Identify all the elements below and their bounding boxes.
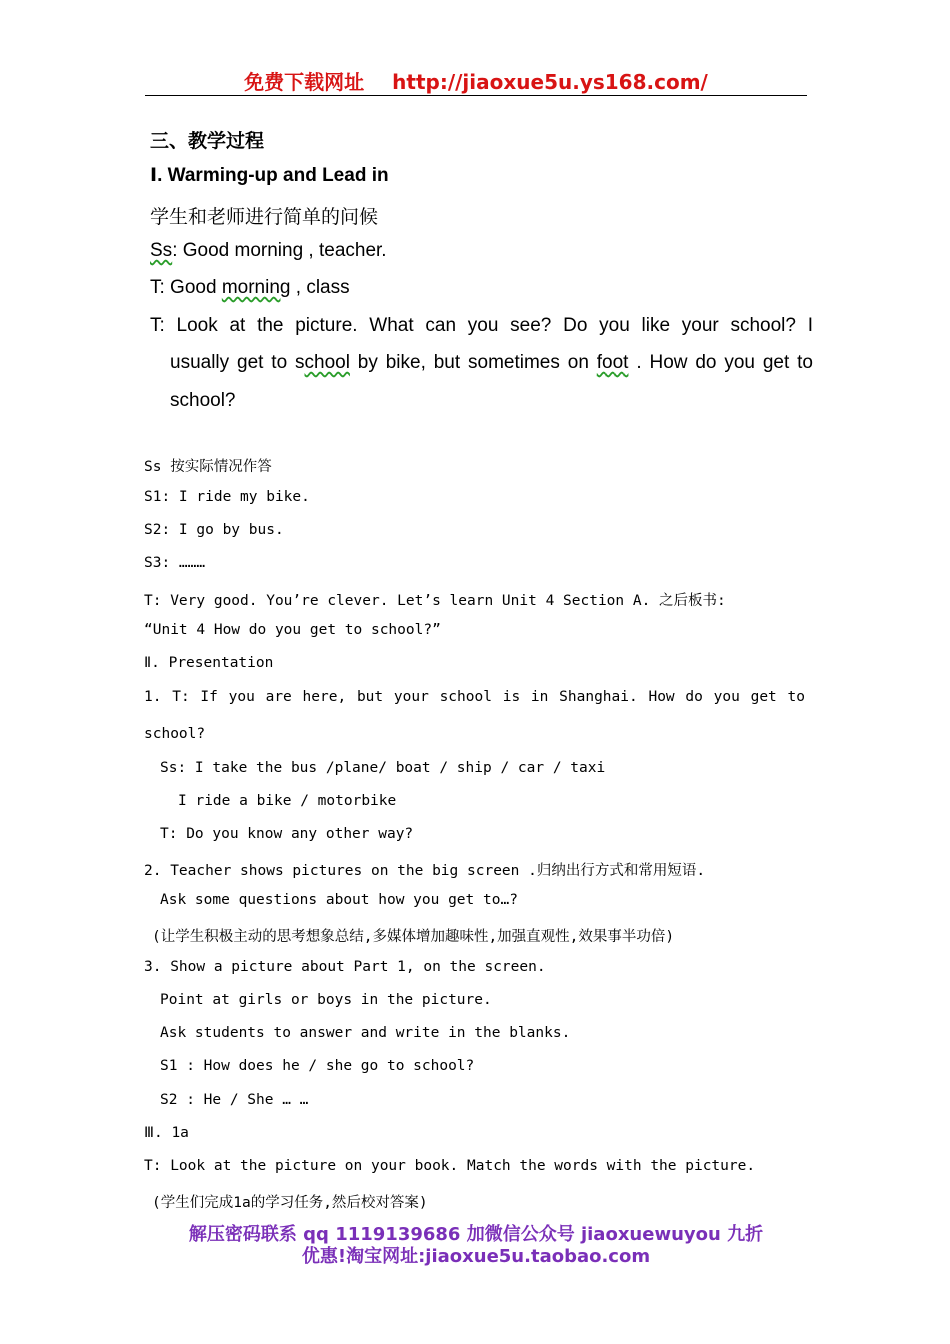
footer-line-2: 优惠!淘宝网址:jiaoxue5u.taobao.com	[301, 1246, 651, 1267]
section-title: 三、教学过程	[150, 130, 265, 152]
ss-speaker: Ss	[150, 240, 173, 261]
dialog-t2-line1: T: Look at the picture. What can you see? Do you like your school? I	[150, 315, 813, 336]
text-line: school?	[144, 726, 206, 742]
text-line: S1: I ride my bike.	[144, 489, 310, 505]
text-line: I ride a bike / motorbike	[178, 793, 397, 809]
page-header	[145, 66, 807, 96]
dialog-t2-line3: school?	[170, 390, 236, 411]
text-line: S3: ………	[144, 555, 206, 571]
text-line: T: Very good. You’re clever. Let’s learn Unit 4 Section A. 之后板书:	[144, 593, 726, 609]
footer-line-1: 解压密码联系 qq 1119139686 加微信公众号 jiaoxuewuyou 九折	[188, 1224, 764, 1245]
text-line: 3. Show a picture about Part 1, on the screen.	[144, 959, 546, 975]
text-line: T: Look at the picture on your book. Match the words with the picture.	[144, 1158, 756, 1174]
text-line: 1. T: If you are here, but your school is in Shanghai. How do you get to	[144, 689, 805, 705]
text-line: S2 : He / She … …	[160, 1092, 309, 1108]
presentation-heading: Ⅱ. Presentation	[144, 655, 274, 671]
part1-title: Ⅰ. Warming-up and Lead in	[150, 165, 389, 186]
text-line: “Unit 4 How do you get to school?”	[144, 622, 441, 638]
dialog-ss-line: Ss: Good morning , teacher.	[150, 240, 387, 261]
text-line: Ask students to answer and write in the blanks.	[160, 1025, 571, 1041]
text-line: (学生们完成1a的学习任务,然后校对答案)	[152, 1195, 428, 1211]
text-line: Ss 按实际情况作答	[144, 459, 272, 475]
section-1a-heading: Ⅲ. 1a	[144, 1125, 189, 1141]
text-line: (让学生积极主动的思考想象总结,多媒体增加趣味性,加强直观性,效果事半功倍)	[152, 929, 675, 945]
text-line: T: Do you know any other way?	[160, 826, 414, 842]
dialog-t1-line: T: Good morning , class	[150, 277, 350, 298]
text-line: 2. Teacher shows pictures on the big screen .归纳出行方式和常用短语.	[144, 863, 706, 879]
header-divider	[145, 95, 807, 96]
text-line: Ask some questions about how you get to…?	[160, 892, 518, 908]
text-line: S1 : How does he / she go to school?	[160, 1058, 475, 1074]
intro-line: 学生和老师进行简单的问候	[150, 207, 379, 228]
dialog-t2-line2: usually get to school by bike, but sometimes on foot . How do you get to	[170, 352, 813, 373]
text-line: S2: I go by bus.	[144, 522, 284, 538]
header-url-link[interactable]: http://jiaoxue5u.ys168.com/	[392, 70, 708, 94]
header-label: 免费下载网址	[244, 70, 365, 94]
text-line: Ss: I take the bus /plane/ boat / ship / car / taxi	[160, 760, 606, 776]
text-line: Point at girls or boys in the picture.	[160, 992, 492, 1008]
